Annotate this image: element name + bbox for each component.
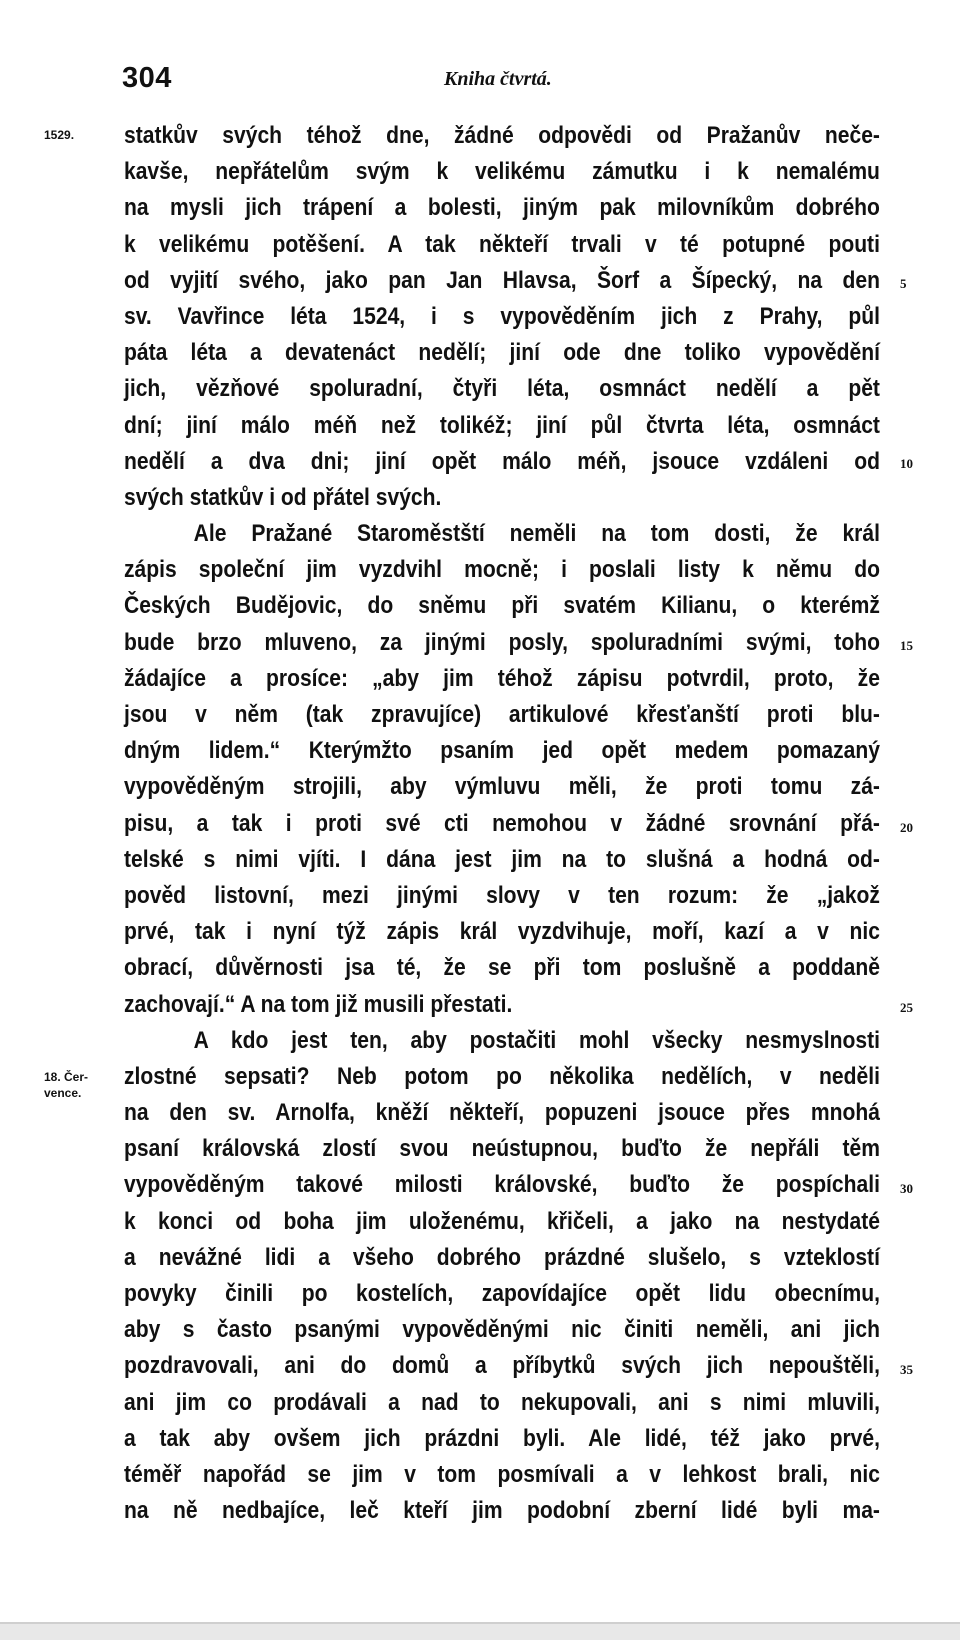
line-number: 25 — [900, 1000, 913, 1015]
line-number: 20 — [900, 820, 913, 835]
line-number: 15 — [900, 638, 913, 653]
text-line: statkův svých téhož dne, žádné odpovědi od Pražanův neče- — [124, 122, 880, 149]
page-header — [0, 62, 960, 102]
text-line: k konci od boha jim uloženému, křičeli, a jako na nestydaté — [124, 1207, 880, 1235]
text-line: od vyjití svého, jako pan Jan Hlavsa, Šorf a Šípecký, na den — [124, 266, 880, 294]
text-line: zlostné sepsati? Neb potom po několika nedělích, v neděli — [124, 1062, 880, 1090]
text-line: vypověděným strojili, aby výmluvu měli, že proti tomu zá- — [124, 773, 880, 801]
text-line: bude brzo mluveno, za jinými posly, spoluradními svými, toho — [124, 628, 880, 656]
text-line: pisu, a tak i proti své cti nemohou v žádné srovnání přá- — [124, 809, 880, 837]
text-line: obrací, důvěrnosti jsa té, že se při tom poslušně a poddaně — [124, 954, 880, 982]
page-bottom-edge — [0, 1622, 960, 1640]
text-line: psaní královská zlostí svou neústupnou, buďto že nepřáli těm — [124, 1135, 880, 1163]
text-line: zápis společní jim vyzdvihl mocně; i poslali listy k němu do — [124, 556, 880, 584]
text-line: dní; jiní málo méň než tolikéž; jiní půl čtvrta léta, osmnáct — [124, 411, 880, 439]
text-line: na ně nedbajíce, leč kteří jim podobní zberní lidé byli ma- — [124, 1497, 880, 1525]
text-line: telské s nimi vjíti. I dána jest jim na to slušná a hodná od- — [124, 845, 880, 873]
text-line: zachovají.“ A na tom již musili přestati. — [124, 990, 513, 1018]
text-line: na mysli jich trápení a bolesti, jiným pak milovníkům dobrého — [124, 194, 880, 222]
text-line: žádajíce a prosíce: „aby jim téhož zápisu potvrdil, proto, že — [124, 664, 880, 692]
running-title: Kniha čtvrtá. — [444, 68, 552, 90]
text-line: pověd listovní, mezi jinými slovy v ten rozum: že „jakož — [124, 881, 880, 909]
text-line: a tak aby ovšem jich prázdni byli. Ale lidé, též jako prvé, — [124, 1424, 880, 1452]
text-line: aby s často psanými vypověděnými nic činiti neměli, ani jich — [124, 1316, 880, 1344]
text-line: dným lidem.“ Kterýmžto psaním jed opět medem pomazaný — [124, 737, 880, 765]
text-line: svých statkův i od přátel svých. — [124, 483, 442, 511]
margin-year: 1529. — [44, 128, 75, 142]
text-line: A kdo jest ten, aby postačiti mohl všecky nesmyslnosti — [193, 1026, 880, 1054]
margin-date-line1: 18. Čer- — [44, 1070, 89, 1084]
text-line: jich, vězňové spoluradní, čtyři léta, osmnáct nedělí a pět — [124, 375, 880, 403]
text-line: vypověděným takové milosti královské, buďto že pospíchali — [124, 1171, 880, 1199]
text-line: kavše, nepřátelům svým k velikému zámutku i k nemalému — [124, 158, 880, 186]
text-line: prvé, tak i nyní týž zápis král vyzdvihuje, moří, kazí a v nic — [124, 918, 880, 946]
text-line: nedělí a dva dni; jiní opět málo méň, jsouce vzdáleni od — [124, 447, 880, 475]
text-line: páta léta a devatenáct nedělí; jiní ode dne toliko vypovědění — [124, 339, 880, 367]
text-line: povyky činili po kostelích, zapovídajíce opět lidu obecnímu, — [124, 1280, 880, 1307]
margin-date-line2: vence. — [44, 1086, 82, 1100]
text-line: Českých Budějovic, do sněmu při svatém Kilianu, o kterémž — [124, 592, 880, 620]
line-number: 30 — [900, 1181, 913, 1196]
line-number: 35 — [900, 1362, 913, 1377]
text-line: na den sv. Arnolfa, kněží někteří, popuzeni jsouce přes mnohá — [124, 1099, 880, 1127]
body-text — [124, 118, 880, 1529]
line-number: 10 — [900, 456, 913, 471]
text-line: pozdravovali, ani do domů a příbytků svých jich nepouštěli, — [124, 1352, 880, 1380]
text-line: jsou v něm (tak zpravujíce) artikulové křesťanští proti blu- — [124, 701, 880, 728]
text-line: sv. Vavřince léta 1524, i s vypověděním jich z Prahy, půl — [124, 302, 880, 330]
line-number: 5 — [900, 276, 907, 291]
text-line: Ale Pražané Staroměstští neměli na tom dosti, že král — [193, 520, 880, 548]
text-line: téměř napořád se jim v tom posmívali a v lehkost brali, nic — [124, 1460, 880, 1488]
text-line: k velikému potěšení. A tak někteří trvali v té potupné pouti — [124, 230, 880, 258]
text-line: ani jim co prodávali a nad to nekupovali, ani s nimi mluvili, — [124, 1388, 880, 1416]
text-line: a nevážné lidi a všeho dobrého prázdné slušelo, s vzteklostí — [124, 1243, 880, 1271]
page-number: 304 — [122, 62, 172, 94]
